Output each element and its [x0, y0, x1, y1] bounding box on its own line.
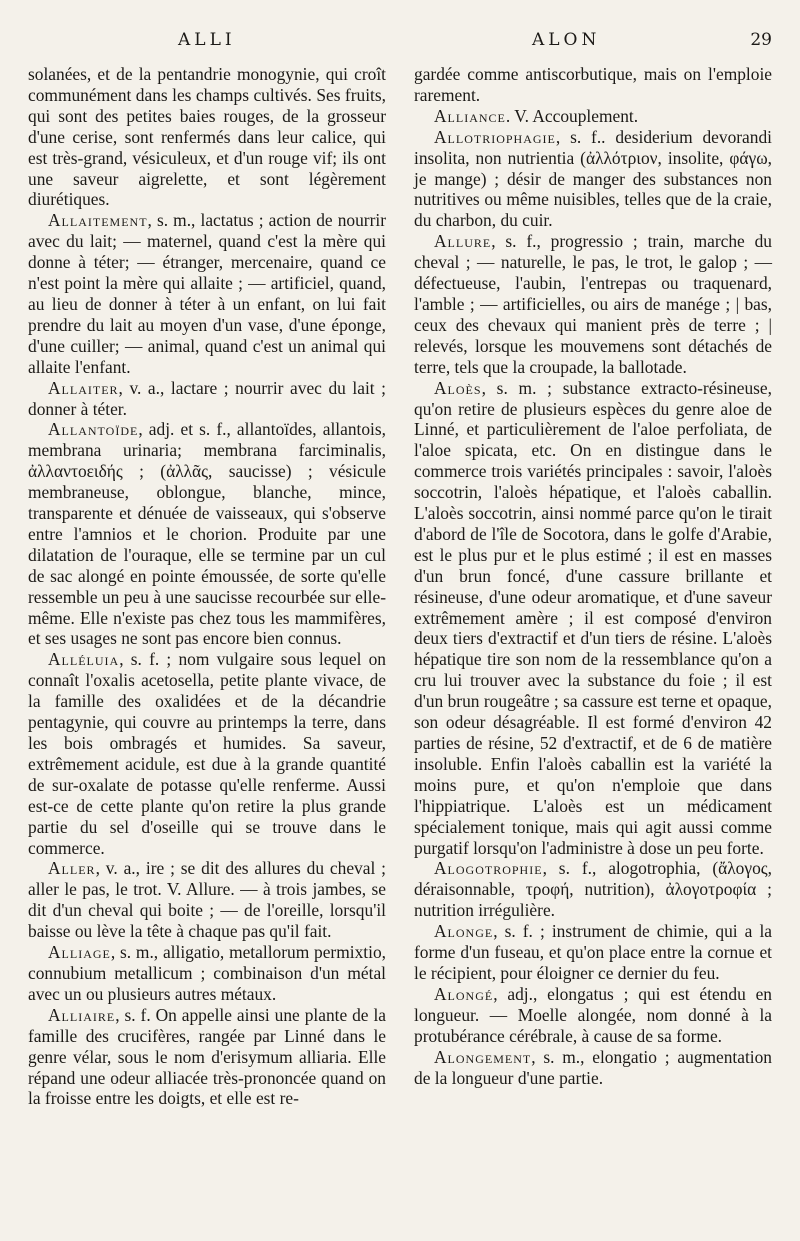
entry-headword: Alliaire — [48, 1004, 116, 1025]
entry-headword: Alonge — [434, 921, 494, 942]
dictionary-entry — [414, 858, 772, 921]
entry-headword: Alongé — [434, 983, 494, 1004]
entry-definition: . V. Accouplement. — [505, 105, 639, 126]
header-left-word: ALLI — [178, 30, 236, 50]
entry-definition: , s. f. ; nom vulgaire sous lequel on connaît l'oxalis acetosella, petite plante vivace, de la famille des oxalidées et de la décandrie pentagynie, qui couvre au printemps la terre, dans les bois ombragés et humides. Sa saveur, extrêmement acidule, est due à la grande quantité de sur-oxalate de potasse qu'elle renferme. Aussi est-ce de cette plante qu'on retire la plus grande partie du sel d'oseille qui se trouve dans le commerce. — [28, 649, 386, 858]
entry-headword: Aloès — [434, 377, 482, 398]
dictionary-entry — [28, 942, 386, 1005]
entry-headword: Allaitement — [48, 210, 148, 231]
entry-definition: , s. f.. desiderium devorandi insolita, non nutrientia (ἀλλότριον, insolite, φάγω, je mange) ; désir de manger des substances non nutritives ou même nuisibles, telles que de la craie, du charbon, du cuir. — [414, 126, 772, 231]
dictionary-entry — [28, 1005, 386, 1110]
right-column — [414, 64, 772, 1109]
entry-headword: Allantoïde — [48, 419, 139, 440]
dictionary-entry — [414, 231, 772, 377]
entry-headword: Allure — [434, 231, 492, 252]
dictionary-entry — [28, 419, 386, 649]
dictionary-entry — [414, 1047, 772, 1089]
entry-definition: , s. f. On appelle ainsi une plante de la famille des crucifères, rangée par Linné dans le genre vélar, sous le nom d'erisymum alliaria. Elle répand une odeur alliacée très-prononcée quand on la froisse entre les doigts, et elle est re- — [28, 1004, 386, 1109]
entry-definition: , s. f., progressio ; train, marche du cheval ; — naturelle, le pas, le trot, le galop ; — défectueuse, l'aubin, l'entrepas ou traquenard, l'amble ; — artificielles, ou airs de manége ; | bas, ceux des chevaux qui manient près de terre ; | relevés, lorsque les mouvemens sont détachés de terre, tels que la croupade, la ballotade. — [414, 231, 772, 377]
entry-headword: Alliage — [48, 942, 111, 963]
text-columns — [28, 64, 772, 1109]
entry-headword: Allaiter — [48, 377, 119, 398]
continued-text: gardée comme antiscorbutique, mais on l'emploie rarement. — [414, 64, 772, 105]
entry-headword: Alléluia — [48, 649, 120, 670]
dictionary-entry — [28, 210, 386, 377]
page-number: 29 — [750, 30, 772, 50]
dictionary-entry — [28, 858, 386, 942]
entry-headword: Alliance — [434, 105, 506, 126]
entry-definition: , v. a., ire ; se dit des allures du cheval ; aller le pas, le trot. V. Allure. — à trois jambes, se dit d'un cheval qui boite ; — de l'oreille, lorsqu'il baisse ou lève la tête à chaque pas qu'il fait. — [28, 858, 386, 942]
entry-definition: , s. m. ; substance extracto-résineuse, qu'on retire de plusieurs espèces du genre aloe de Linné, et particulièrement de l'aloe perfoliata, de l'aloe spicata, etc. On en distingue dans le commerce trois variétés principales : savoir, l'aloès soccotrin, l'aloès hépatique, et l'aloès caballin. L'aloès soccotrin, ainsi nommé parce qu'on le tirait d'abord de l'île de Socotora, dans le golfe d'Arabie, est le plus pur et le plus estimé ; il est en masses d'un brun foncé, d'une cassure brillante et résineuse, d'une odeur aromatique, et d'une saveur extrêmement amère ; il est composé d'environ deux tiers d'extractif et d'un tiers de résine. L'aloès hépatique tire son nom de la ressemblance qu'on a cru lui trouver avec la substance du foie ; il est d'un brun rougeâtre ; sa cassure est terne et opaque, son odeur désagréable. Il est formé d'environ 42 parties de résine, 52 d'extractif, et de 6 de matière insoluble. Enfin l'aloès caballin est la variété la moins pure, et qu'on n'emploie que dans l'hippiatrique. L'aloès est un médicament spécialement tonique, mais qui agit aussi comme purgatif lorsqu'on l'administre à dose un peu forte. — [414, 377, 772, 858]
dictionary-entry — [414, 106, 772, 127]
dictionary-entry — [414, 378, 772, 859]
dictionary-entry — [414, 127, 772, 232]
header-right-group — [532, 30, 772, 50]
entry-headword: Aller — [48, 858, 96, 879]
running-header — [28, 30, 772, 64]
entry-definition: , s. m., elongatio ; augmentation de la longueur d'une partie. — [414, 1046, 772, 1088]
dictionary-entry — [28, 649, 386, 858]
entry-definition: , s. f., alogotrophia, (ἄλογος, déraisonnable, τροφή, nutrition), ἀλογοτροφία ; nutrition irrégulière. — [414, 858, 772, 921]
dictionary-entry — [28, 378, 386, 420]
header-right-word: ALON — [531, 30, 601, 50]
entry-definition: , s. m., lactatus ; action de nourrir avec du lait; — maternel, quand c'est la mère qui donne à téter; — étranger, mercenaire, quand ce n'est point la mère qui allaite ; — artificiel, quand, au lieu de donner à téter à un enfant, on lui fait prendre du lait au moyen d'un vase, d'une éponge, d'une cuiller; — animal, quand c'est un animal qui allaite l'enfant. — [28, 210, 386, 377]
entry-definition: , adj. et s. f., allantoïdes, allantois, membrana urinaria; membrana farciminalis, ἀλλαντοειδής ; (ἀλλᾶς, saucisse) ; vésicule membraneuse, oblongue, blanche, mince, transparente et dénuée de vaisseaux, qui s'observe entre l'amnios et le chorion. Produite par une dilatation de l'ouraque, elle se termine par un cul de sac alongé en pointe émoussée, de sorte qu'elle ressemble un peu à une saucisse recourbée sur elle-même. Elle n'existe pas chez tous les mammifères, et ses usages ne sont pas encore bien connus. — [28, 419, 386, 649]
left-column — [28, 64, 386, 1109]
entry-definition: , v. a., lactare ; nourrir avec du lait ; donner à téter. — [28, 377, 386, 419]
entry-headword: Alongement — [434, 1046, 532, 1067]
dictionary-entry — [414, 921, 772, 984]
entry-headword: Alogotrophie — [434, 858, 543, 879]
dictionary-entry — [414, 984, 772, 1047]
continued-text: solanées, et de la pentandrie monogynie, qui croît communément dans les champs cultivés. Ses fruits, qui sont des petites baies rouges, de la grosseur d'une cerise, sont renfermés dans leur calice, qui est très-grand, vésiculeux, et d'un rouge vif; ils ont une saveur aigrelette, et sont légèrement diurétiques. — [28, 64, 386, 210]
entry-definition: , s. m., alligatio, metallorum permixtio, connubium metallicum ; combinaison d'un métal avec un ou plusieurs autres métaux. — [28, 942, 386, 1004]
entry-definition: , s. f. ; instrument de chimie, qui a la forme d'un fuseau, et qu'on place entre la cornue et le récipient, pour éloigner ce dernier du feu. — [414, 921, 772, 983]
entry-definition: , adj., elongatus ; qui est étendu en longueur. — Moelle alongée, nom donné à la protubérance cérébrale, à cause de sa forme. — [414, 983, 772, 1046]
entry-headword: Allotriophagie — [434, 126, 556, 147]
